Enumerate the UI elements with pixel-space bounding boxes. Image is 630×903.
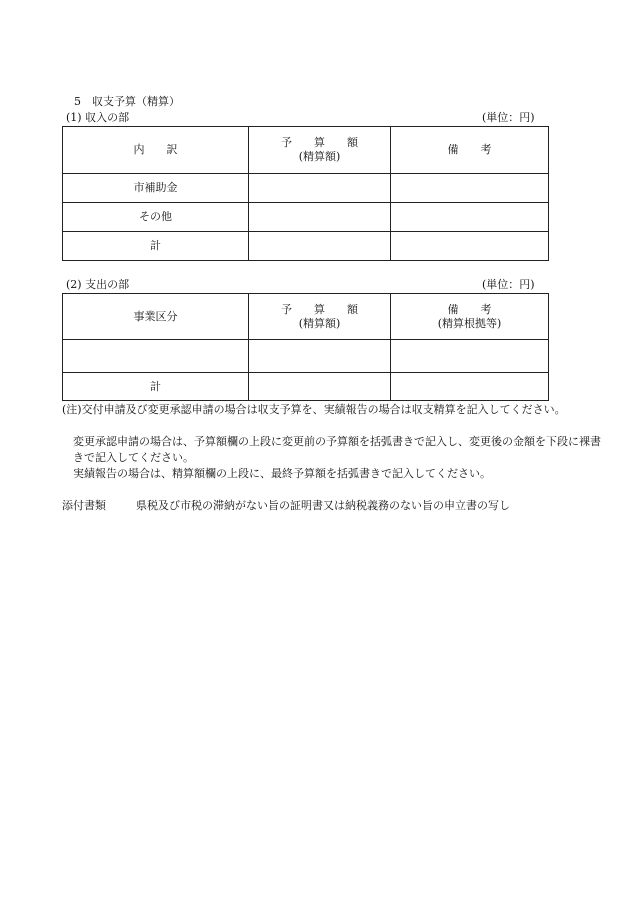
income-header-remarks-label: 備 考 [447, 143, 492, 156]
income-row-remarks-cell[interactable] [391, 174, 549, 203]
expense-header-category: 事業区分 [63, 294, 249, 340]
expense-total-remarks-cell[interactable] [391, 373, 549, 401]
income-row-budget-cell[interactable] [249, 203, 391, 232]
table-row [63, 340, 549, 373]
note-general: (注)交付申請及び変更承認申請の場合は収支予算を、実績報告の場合は収支精算を記入してください。 [62, 403, 566, 416]
expense-header-budget [249, 294, 391, 340]
income-header-remarks [391, 127, 549, 174]
income-row-budget-cell[interactable] [249, 174, 391, 203]
income-total-budget-cell[interactable] [249, 232, 391, 261]
income-unit-label: (単位：円) [482, 111, 535, 124]
table-row [63, 174, 549, 203]
expense-header-remarks-sub: (精算根拠等) [437, 316, 502, 330]
note-performance-report: 実績報告の場合は、精算額欄の上段に、最終予算額を括弧書きで記入してください。 [73, 467, 491, 480]
income-total-remarks-cell[interactable] [391, 232, 549, 261]
income-total-label: 計 [63, 232, 249, 261]
income-header-row [63, 127, 549, 174]
income-table [62, 126, 549, 261]
note-change-approval: 変更承認申請の場合は、予算額欄の上段に変更前の予算額を括弧書きで記入し、変更後の金額を下段に裸書きで記入してください。 [73, 435, 601, 464]
expense-header-budget-label: 予 算 額 [281, 302, 358, 316]
expense-row-budget-cell[interactable] [249, 340, 391, 373]
expense-header-row [63, 294, 549, 340]
income-header-budget-label: 予 算 額 [281, 136, 358, 149]
table-row [63, 232, 549, 261]
expense-header-budget-sub: (精算額) [298, 316, 341, 330]
expense-header-remarks [391, 294, 549, 340]
section-title: 5 収支予算（精算） [74, 95, 180, 108]
expense-unit-label: (単位：円) [482, 278, 535, 291]
expense-heading: (2) 支出の部 [66, 278, 130, 291]
table-row [63, 203, 549, 232]
attachment-label: 添付書類 [62, 499, 106, 512]
expense-row-remarks-cell[interactable] [391, 340, 549, 373]
income-header-budget-sub: (精算額) [298, 150, 341, 163]
income-heading: (1) 収入の部 [66, 111, 130, 124]
expense-header-remarks-label: 備 考 [447, 302, 492, 316]
attachment-text: 県税及び市税の滞納がない旨の証明書又は納税義務のない旨の申立書の写し [136, 499, 510, 512]
income-row-remarks-cell[interactable] [391, 203, 549, 232]
expense-row-label[interactable] [63, 340, 249, 373]
expense-total-label: 計 [63, 373, 249, 401]
expense-total-budget-cell[interactable] [249, 373, 391, 401]
income-header-budget [249, 127, 391, 174]
income-row-label: その他 [63, 203, 249, 232]
table-row [63, 373, 549, 401]
income-header-breakdown: 内 訳 [63, 127, 249, 174]
income-row-label: 市補助金 [63, 174, 249, 203]
expense-table [62, 293, 549, 401]
